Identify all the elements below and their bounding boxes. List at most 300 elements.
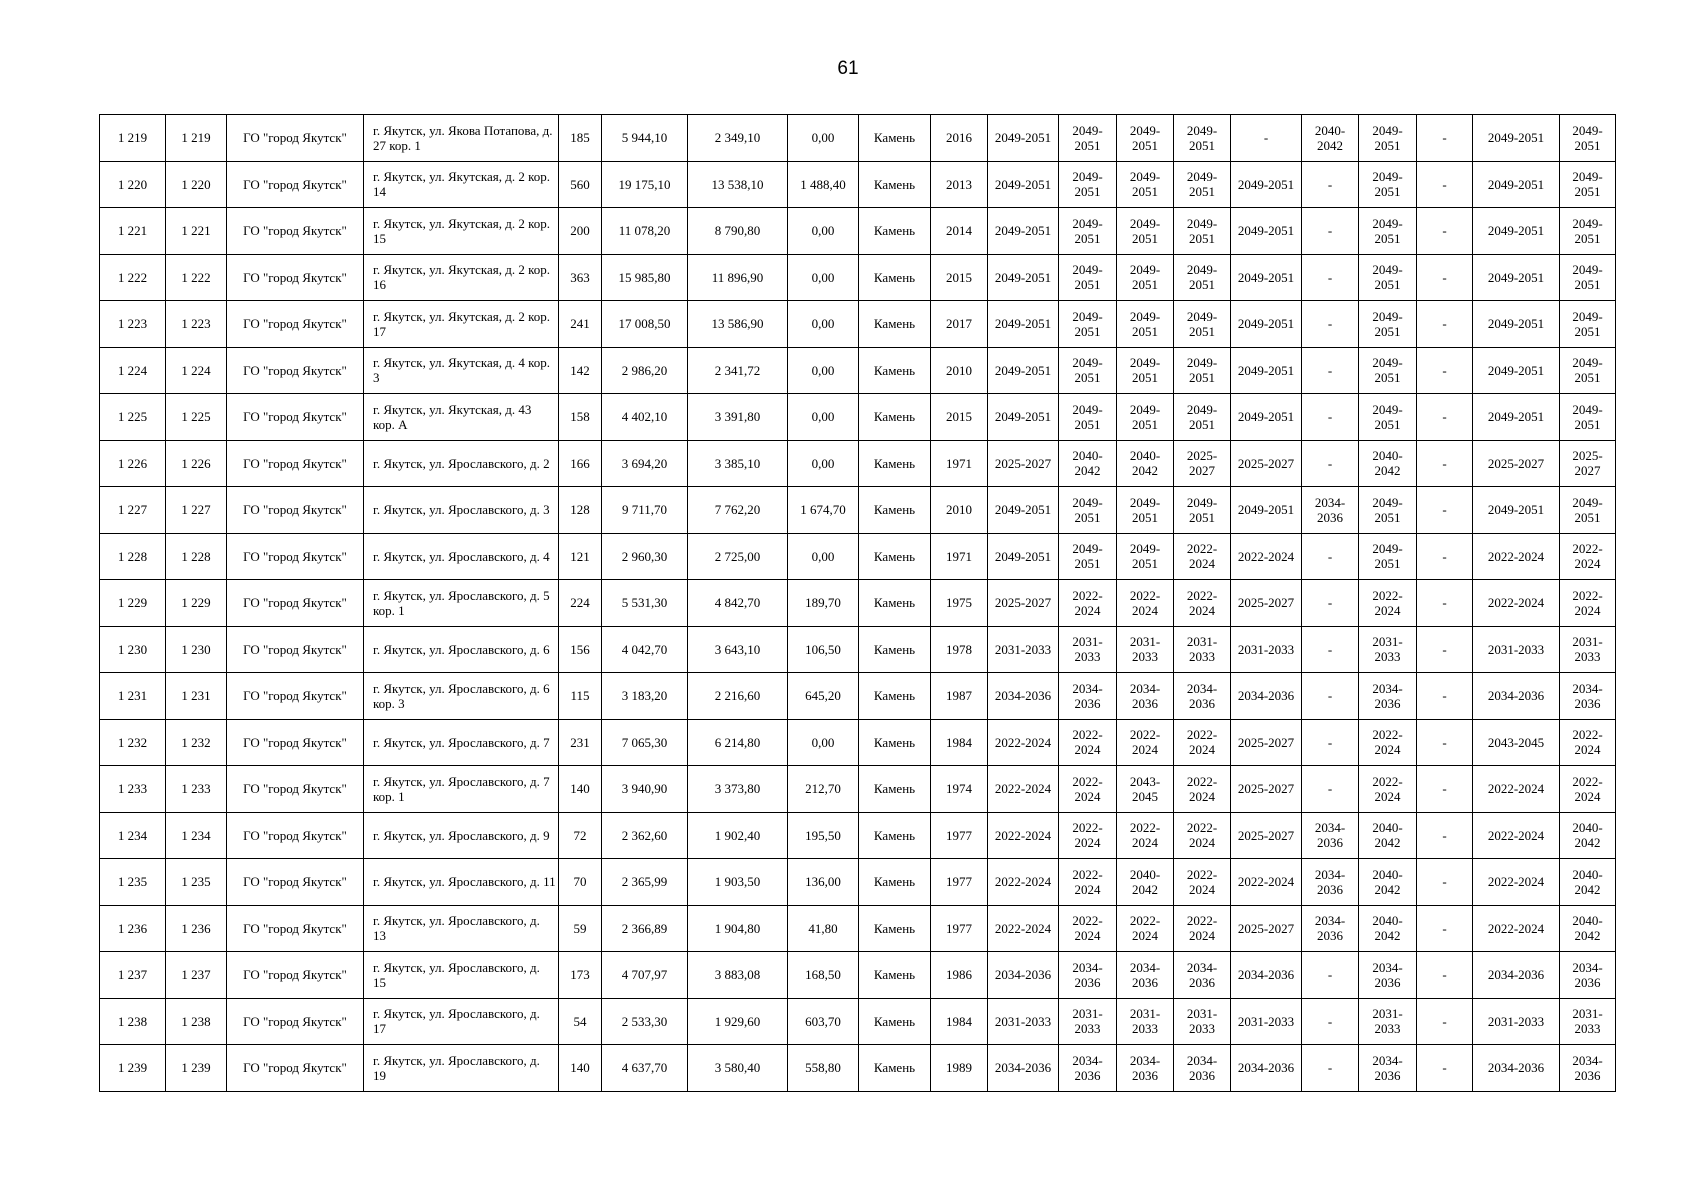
period-cell-8: 2040-2042 (1560, 812, 1616, 859)
residents-cell: 231 (559, 719, 602, 766)
period-cell-1: 2049-2051 (988, 533, 1059, 580)
period-cell-4: 2049-2051 (1174, 115, 1231, 162)
period-cell-6: - (1302, 626, 1359, 673)
period-cell-2: 2049-2051 (1059, 208, 1117, 255)
period-cell-5: 2049-2051 (1231, 347, 1302, 394)
register-number-cell: 1 222 (166, 254, 227, 301)
municipality-cell: ГО "город Якутск" (227, 533, 364, 580)
dash-cell: - (1417, 394, 1473, 441)
nonresidential-area-cell: 603,70 (788, 998, 859, 1045)
period-cell-3: 2040-2042 (1117, 859, 1174, 906)
period-cell-6: - (1302, 161, 1359, 208)
period-cell-8: 2049-2051 (1560, 208, 1616, 255)
period-cell-1: 2022-2024 (988, 812, 1059, 859)
period-cell-2: 2022-2024 (1059, 812, 1117, 859)
row-number-cell: 1 219 (100, 115, 166, 162)
dash-cell: - (1417, 440, 1473, 487)
period-span-cell: 2049-2051 (1473, 301, 1560, 348)
municipality-cell: ГО "город Якутск" (227, 1045, 364, 1092)
total-area-cell: 2 362,60 (602, 812, 688, 859)
period-cell-2: 2049-2051 (1059, 347, 1117, 394)
residents-cell: 363 (559, 254, 602, 301)
table-row (100, 440, 1616, 487)
register-number-cell: 1 226 (166, 440, 227, 487)
period-cell-3: 2031-2033 (1117, 626, 1174, 673)
period-cell-7: 2031-2033 (1359, 626, 1417, 673)
register-number-cell: 1 220 (166, 161, 227, 208)
period-cell-6: - (1302, 440, 1359, 487)
row-number-cell: 1 222 (100, 254, 166, 301)
row-number-cell: 1 220 (100, 161, 166, 208)
residential-area-cell: 3 580,40 (688, 1045, 788, 1092)
period-cell-7: 2034-2036 (1359, 673, 1417, 720)
nonresidential-area-cell: 0,00 (788, 115, 859, 162)
table-row (100, 115, 1616, 162)
build-year-cell: 2010 (931, 347, 988, 394)
total-area-cell: 17 008,50 (602, 301, 688, 348)
nonresidential-area-cell: 0,00 (788, 347, 859, 394)
period-cell-8: 2022-2024 (1560, 766, 1616, 813)
wall-material-cell: Камень (859, 208, 931, 255)
period-cell-5: 2025-2027 (1231, 719, 1302, 766)
table-row (100, 673, 1616, 720)
period-span-cell: 2043-2045 (1473, 719, 1560, 766)
period-cell-1: 2022-2024 (988, 905, 1059, 952)
address-cell: г. Якутск, ул. Ярославского, д. 7 кор. 1 (364, 766, 559, 813)
residential-area-cell: 2 216,60 (688, 673, 788, 720)
period-cell-1: 2025-2027 (988, 440, 1059, 487)
period-cell-6: - (1302, 208, 1359, 255)
nonresidential-area-cell: 0,00 (788, 394, 859, 441)
total-area-cell: 2 986,20 (602, 347, 688, 394)
period-cell-2: 2034-2036 (1059, 952, 1117, 999)
period-cell-2: 2022-2024 (1059, 766, 1117, 813)
row-number-cell: 1 230 (100, 626, 166, 673)
dash-cell: - (1417, 1045, 1473, 1092)
row-number-cell: 1 232 (100, 719, 166, 766)
residents-cell: 560 (559, 161, 602, 208)
register-number-cell: 1 228 (166, 533, 227, 580)
address-cell: г. Якутск, ул. Ярославского, д. 5 кор. 1 (364, 580, 559, 627)
dash-cell: - (1417, 301, 1473, 348)
period-cell-1: 2031-2033 (988, 998, 1059, 1045)
period-span-cell: 2022-2024 (1473, 905, 1560, 952)
build-year-cell: 2016 (931, 115, 988, 162)
residential-area-cell: 13 538,10 (688, 161, 788, 208)
period-cell-7: 2049-2051 (1359, 115, 1417, 162)
municipality-cell: ГО "город Якутск" (227, 952, 364, 999)
table-row (100, 208, 1616, 255)
dash-cell: - (1417, 580, 1473, 627)
residential-area-cell: 2 349,10 (688, 115, 788, 162)
row-number-cell: 1 233 (100, 766, 166, 813)
period-cell-1: 2034-2036 (988, 1045, 1059, 1092)
period-cell-2: 2049-2051 (1059, 161, 1117, 208)
nonresidential-area-cell: 0,00 (788, 254, 859, 301)
period-cell-3: 2049-2051 (1117, 533, 1174, 580)
build-year-cell: 1974 (931, 766, 988, 813)
address-cell: г. Якутск, ул. Якутская, д. 4 кор. 3 (364, 347, 559, 394)
table-row (100, 812, 1616, 859)
period-cell-8: 2025-2027 (1560, 440, 1616, 487)
build-year-cell: 2013 (931, 161, 988, 208)
period-cell-4: 2034-2036 (1174, 673, 1231, 720)
period-cell-8: 2049-2051 (1560, 487, 1616, 534)
period-cell-1: 2049-2051 (988, 394, 1059, 441)
period-cell-8: 2034-2036 (1560, 952, 1616, 999)
period-cell-8: 2022-2024 (1560, 580, 1616, 627)
period-cell-2: 2049-2051 (1059, 394, 1117, 441)
period-cell-3: 2031-2033 (1117, 998, 1174, 1045)
wall-material-cell: Камень (859, 1045, 931, 1092)
period-cell-7: 2022-2024 (1359, 766, 1417, 813)
period-cell-6: - (1302, 998, 1359, 1045)
period-cell-1: 2049-2051 (988, 347, 1059, 394)
wall-material-cell: Камень (859, 394, 931, 441)
residential-area-cell: 11 896,90 (688, 254, 788, 301)
total-area-cell: 4 637,70 (602, 1045, 688, 1092)
wall-material-cell: Камень (859, 812, 931, 859)
build-year-cell: 2017 (931, 301, 988, 348)
period-span-cell: 2022-2024 (1473, 766, 1560, 813)
housing-register-table (99, 114, 1616, 1092)
residents-cell: 72 (559, 812, 602, 859)
wall-material-cell: Камень (859, 580, 931, 627)
period-span-cell: 2034-2036 (1473, 673, 1560, 720)
period-cell-1: 2049-2051 (988, 254, 1059, 301)
build-year-cell: 1975 (931, 580, 988, 627)
register-number-cell: 1 229 (166, 580, 227, 627)
table-row (100, 626, 1616, 673)
municipality-cell: ГО "город Якутск" (227, 766, 364, 813)
address-cell: г. Якутск, ул. Ярославского, д. 19 (364, 1045, 559, 1092)
residents-cell: 185 (559, 115, 602, 162)
register-number-cell: 1 227 (166, 487, 227, 534)
build-year-cell: 2010 (931, 487, 988, 534)
residential-area-cell: 3 385,10 (688, 440, 788, 487)
residential-area-cell: 1 902,40 (688, 812, 788, 859)
period-cell-3: 2049-2051 (1117, 115, 1174, 162)
period-cell-4: 2022-2024 (1174, 533, 1231, 580)
wall-material-cell: Камень (859, 487, 931, 534)
residents-cell: 128 (559, 487, 602, 534)
total-area-cell: 19 175,10 (602, 161, 688, 208)
period-cell-1: 2034-2036 (988, 673, 1059, 720)
table-row (100, 254, 1616, 301)
register-number-cell: 1 219 (166, 115, 227, 162)
period-span-cell: 2034-2036 (1473, 1045, 1560, 1092)
build-year-cell: 1971 (931, 533, 988, 580)
dash-cell: - (1417, 161, 1473, 208)
period-cell-1: 2049-2051 (988, 161, 1059, 208)
period-cell-5: 2025-2027 (1231, 766, 1302, 813)
municipality-cell: ГО "город Якутск" (227, 161, 364, 208)
period-cell-3: 2040-2042 (1117, 440, 1174, 487)
wall-material-cell: Камень (859, 719, 931, 766)
table-row (100, 161, 1616, 208)
period-span-cell: 2022-2024 (1473, 859, 1560, 906)
period-cell-6: - (1302, 719, 1359, 766)
period-cell-6: - (1302, 766, 1359, 813)
period-cell-4: 2049-2051 (1174, 254, 1231, 301)
dash-cell: - (1417, 719, 1473, 766)
period-cell-3: 2034-2036 (1117, 1045, 1174, 1092)
table-row (100, 347, 1616, 394)
nonresidential-area-cell: 645,20 (788, 673, 859, 720)
period-cell-3: 2049-2051 (1117, 394, 1174, 441)
nonresidential-area-cell: 1 674,70 (788, 487, 859, 534)
row-number-cell: 1 226 (100, 440, 166, 487)
municipality-cell: ГО "город Якутск" (227, 487, 364, 534)
period-cell-1: 2049-2051 (988, 487, 1059, 534)
dash-cell: - (1417, 673, 1473, 720)
residents-cell: 241 (559, 301, 602, 348)
residential-area-cell: 13 586,90 (688, 301, 788, 348)
residents-cell: 173 (559, 952, 602, 999)
build-year-cell: 2014 (931, 208, 988, 255)
period-cell-3: 2022-2024 (1117, 812, 1174, 859)
period-cell-3: 2049-2051 (1117, 254, 1174, 301)
period-cell-7: 2049-2051 (1359, 208, 1417, 255)
address-cell: г. Якутск, ул. Ярославского, д. 7 (364, 719, 559, 766)
period-cell-3: 2043-2045 (1117, 766, 1174, 813)
nonresidential-area-cell: 0,00 (788, 208, 859, 255)
wall-material-cell: Камень (859, 952, 931, 999)
register-number-cell: 1 237 (166, 952, 227, 999)
register-number-cell: 1 238 (166, 998, 227, 1045)
period-cell-4: 2031-2033 (1174, 998, 1231, 1045)
period-cell-4: 2022-2024 (1174, 859, 1231, 906)
residential-area-cell: 6 214,80 (688, 719, 788, 766)
row-number-cell: 1 229 (100, 580, 166, 627)
table-row (100, 533, 1616, 580)
period-cell-5: 2049-2051 (1231, 301, 1302, 348)
dash-cell: - (1417, 952, 1473, 999)
address-cell: г. Якутск, ул. Ярославского, д. 3 (364, 487, 559, 534)
period-span-cell: 2031-2033 (1473, 626, 1560, 673)
address-cell: г. Якутск, ул. Ярославского, д. 11 (364, 859, 559, 906)
period-cell-2: 2022-2024 (1059, 859, 1117, 906)
total-area-cell: 2 365,99 (602, 859, 688, 906)
page-number: 61 (837, 58, 859, 79)
address-cell: г. Якутск, ул. Ярославского, д. 15 (364, 952, 559, 999)
register-number-cell: 1 232 (166, 719, 227, 766)
dash-cell: - (1417, 766, 1473, 813)
dash-cell: - (1417, 905, 1473, 952)
period-cell-7: 2040-2042 (1359, 440, 1417, 487)
period-cell-3: 2049-2051 (1117, 161, 1174, 208)
row-number-cell: 1 238 (100, 998, 166, 1045)
period-span-cell: 2049-2051 (1473, 208, 1560, 255)
dash-cell: - (1417, 487, 1473, 534)
period-cell-2: 2034-2036 (1059, 1045, 1117, 1092)
period-cell-5: 2025-2027 (1231, 580, 1302, 627)
dash-cell: - (1417, 626, 1473, 673)
period-cell-8: 2049-2051 (1560, 115, 1616, 162)
municipality-cell: ГО "город Якутск" (227, 440, 364, 487)
residential-area-cell: 3 373,80 (688, 766, 788, 813)
period-cell-7: 2049-2051 (1359, 301, 1417, 348)
build-year-cell: 2015 (931, 254, 988, 301)
address-cell: г. Якутск, ул. Ярославского, д. 17 (364, 998, 559, 1045)
period-cell-7: 2022-2024 (1359, 580, 1417, 627)
period-cell-2: 2049-2051 (1059, 301, 1117, 348)
residents-cell: 59 (559, 905, 602, 952)
residents-cell: 54 (559, 998, 602, 1045)
residents-cell: 140 (559, 1045, 602, 1092)
period-cell-2: 2034-2036 (1059, 673, 1117, 720)
address-cell: г. Якутск, ул. Ярославского, д. 9 (364, 812, 559, 859)
period-cell-1: 2031-2033 (988, 626, 1059, 673)
residential-area-cell: 1 903,50 (688, 859, 788, 906)
address-cell: г. Якутск, ул. Ярославского, д. 2 (364, 440, 559, 487)
period-cell-4: 2049-2051 (1174, 161, 1231, 208)
period-span-cell: 2049-2051 (1473, 394, 1560, 441)
period-cell-1: 2022-2024 (988, 766, 1059, 813)
nonresidential-area-cell: 212,70 (788, 766, 859, 813)
dash-cell: - (1417, 859, 1473, 906)
period-cell-8: 2049-2051 (1560, 161, 1616, 208)
period-cell-5: 2022-2024 (1231, 533, 1302, 580)
period-cell-8: 2031-2033 (1560, 998, 1616, 1045)
period-cell-8: 2034-2036 (1560, 1045, 1616, 1092)
table-row (100, 1045, 1616, 1092)
period-cell-5: 2034-2036 (1231, 952, 1302, 999)
period-cell-4: 2049-2051 (1174, 394, 1231, 441)
total-area-cell: 3 183,20 (602, 673, 688, 720)
municipality-cell: ГО "город Якутск" (227, 115, 364, 162)
row-number-cell: 1 223 (100, 301, 166, 348)
period-cell-7: 2031-2033 (1359, 998, 1417, 1045)
period-cell-3: 2049-2051 (1117, 347, 1174, 394)
wall-material-cell: Камень (859, 115, 931, 162)
total-area-cell: 5 944,10 (602, 115, 688, 162)
residents-cell: 70 (559, 859, 602, 906)
dash-cell: - (1417, 533, 1473, 580)
period-cell-6: 2034-2036 (1302, 905, 1359, 952)
period-cell-4: 2022-2024 (1174, 812, 1231, 859)
register-number-cell: 1 233 (166, 766, 227, 813)
period-cell-6: 2034-2036 (1302, 487, 1359, 534)
total-area-cell: 9 711,70 (602, 487, 688, 534)
address-cell: г. Якутск, ул. Якутская, д. 2 кор. 15 (364, 208, 559, 255)
municipality-cell: ГО "город Якутск" (227, 254, 364, 301)
period-cell-2: 2049-2051 (1059, 487, 1117, 534)
address-cell: г. Якутск, ул. Якутская, д. 43 кор. А (364, 394, 559, 441)
period-cell-4: 2049-2051 (1174, 301, 1231, 348)
period-cell-3: 2022-2024 (1117, 905, 1174, 952)
period-cell-1: 2022-2024 (988, 859, 1059, 906)
period-cell-3: 2034-2036 (1117, 952, 1174, 999)
period-cell-6: - (1302, 301, 1359, 348)
table-row (100, 580, 1616, 627)
nonresidential-area-cell: 106,50 (788, 626, 859, 673)
period-cell-4: 2022-2024 (1174, 580, 1231, 627)
period-cell-5: 2049-2051 (1231, 487, 1302, 534)
row-number-cell: 1 239 (100, 1045, 166, 1092)
register-number-cell: 1 225 (166, 394, 227, 441)
total-area-cell: 3 694,20 (602, 440, 688, 487)
period-cell-7: 2040-2042 (1359, 812, 1417, 859)
total-area-cell: 4 402,10 (602, 394, 688, 441)
period-cell-6: 2034-2036 (1302, 812, 1359, 859)
total-area-cell: 5 531,30 (602, 580, 688, 627)
period-cell-6: - (1302, 952, 1359, 999)
wall-material-cell: Камень (859, 905, 931, 952)
total-area-cell: 15 985,80 (602, 254, 688, 301)
municipality-cell: ГО "город Якутск" (227, 719, 364, 766)
address-cell: г. Якутск, ул. Ярославского, д. 6 кор. 3 (364, 673, 559, 720)
period-cell-5: 2031-2033 (1231, 998, 1302, 1045)
dash-cell: - (1417, 254, 1473, 301)
row-number-cell: 1 225 (100, 394, 166, 441)
period-cell-5: 2025-2027 (1231, 440, 1302, 487)
period-span-cell: 2031-2033 (1473, 998, 1560, 1045)
address-cell: г. Якутск, ул. Якутская, д. 2 кор. 17 (364, 301, 559, 348)
table-row (100, 719, 1616, 766)
residents-cell: 121 (559, 533, 602, 580)
period-cell-7: 2034-2036 (1359, 1045, 1417, 1092)
build-year-cell: 2015 (931, 394, 988, 441)
total-area-cell: 11 078,20 (602, 208, 688, 255)
municipality-cell: ГО "город Якутск" (227, 394, 364, 441)
period-cell-1: 2049-2051 (988, 208, 1059, 255)
table-row (100, 952, 1616, 999)
period-cell-5: - (1231, 115, 1302, 162)
address-cell: г. Якутск, ул. Якова Потапова, д. 27 кор. 1 (364, 115, 559, 162)
residential-area-cell: 2 341,72 (688, 347, 788, 394)
period-cell-8: 2040-2042 (1560, 859, 1616, 906)
register-number-cell: 1 234 (166, 812, 227, 859)
wall-material-cell: Камень (859, 254, 931, 301)
residential-area-cell: 7 762,20 (688, 487, 788, 534)
period-cell-5: 2049-2051 (1231, 254, 1302, 301)
period-span-cell: 2049-2051 (1473, 115, 1560, 162)
period-cell-4: 2034-2036 (1174, 952, 1231, 999)
build-year-cell: 1984 (931, 998, 988, 1045)
total-area-cell: 4 707,97 (602, 952, 688, 999)
period-span-cell: 2049-2051 (1473, 161, 1560, 208)
period-cell-6: - (1302, 347, 1359, 394)
period-span-cell: 2022-2024 (1473, 580, 1560, 627)
dash-cell: - (1417, 208, 1473, 255)
period-cell-3: 2049-2051 (1117, 301, 1174, 348)
residential-area-cell: 8 790,80 (688, 208, 788, 255)
address-cell: г. Якутск, ул. Ярославского, д. 4 (364, 533, 559, 580)
period-cell-6: - (1302, 394, 1359, 441)
period-cell-2: 2022-2024 (1059, 580, 1117, 627)
wall-material-cell: Камень (859, 766, 931, 813)
build-year-cell: 1977 (931, 859, 988, 906)
address-cell: г. Якутск, ул. Ярославского, д. 13 (364, 905, 559, 952)
address-cell: г. Якутск, ул. Якутская, д. 2 кор. 16 (364, 254, 559, 301)
period-cell-6: - (1302, 533, 1359, 580)
wall-material-cell: Камень (859, 440, 931, 487)
municipality-cell: ГО "город Якутск" (227, 998, 364, 1045)
period-cell-5: 2049-2051 (1231, 161, 1302, 208)
period-cell-2: 2031-2033 (1059, 626, 1117, 673)
period-cell-2: 2022-2024 (1059, 719, 1117, 766)
nonresidential-area-cell: 0,00 (788, 719, 859, 766)
period-cell-7: 2022-2024 (1359, 719, 1417, 766)
dash-cell: - (1417, 998, 1473, 1045)
period-cell-7: 2034-2036 (1359, 952, 1417, 999)
wall-material-cell: Камень (859, 626, 931, 673)
period-cell-8: 2049-2051 (1560, 254, 1616, 301)
residential-area-cell: 4 842,70 (688, 580, 788, 627)
residential-area-cell: 1 904,80 (688, 905, 788, 952)
table-row (100, 998, 1616, 1045)
